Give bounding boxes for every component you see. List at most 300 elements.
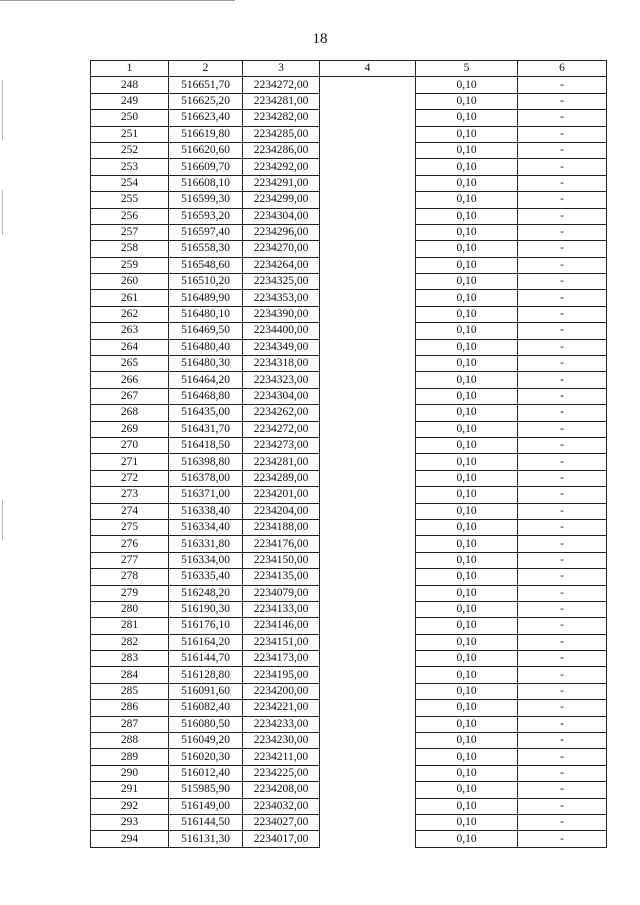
table-row <box>91 159 607 175</box>
y-coordinate-cell: 2234151,00 <box>243 634 320 650</box>
col-4-cell <box>320 175 416 191</box>
point-number-cell: 262 <box>91 306 169 322</box>
y-coordinate-cell: 2234390,00 <box>243 306 320 322</box>
table-row <box>91 552 607 568</box>
col-4-cell <box>320 814 416 830</box>
col-4-cell <box>320 733 416 749</box>
col-4-cell <box>320 716 416 732</box>
table-row <box>91 323 607 339</box>
point-number-cell: 270 <box>91 437 169 453</box>
x-coordinate-cell: 516597,40 <box>169 224 243 240</box>
error-value-cell: 0,10 <box>416 733 518 749</box>
col-6-cell: - <box>518 126 607 142</box>
col-4-cell <box>320 749 416 765</box>
x-coordinate-cell: 516335,40 <box>169 569 243 585</box>
col-4-cell <box>320 388 416 404</box>
error-value-cell: 0,10 <box>416 585 518 601</box>
table-row <box>91 585 607 601</box>
col-6-cell: - <box>518 700 607 716</box>
header-col-2: 2 <box>169 61 243 77</box>
x-coordinate-cell: 516431,70 <box>169 421 243 437</box>
col-6-cell: - <box>518 388 607 404</box>
table-row <box>91 503 607 519</box>
table-row <box>91 519 607 535</box>
col-6-cell: - <box>518 733 607 749</box>
y-coordinate-cell: 2234204,00 <box>243 503 320 519</box>
point-number-cell: 272 <box>91 470 169 486</box>
point-number-cell: 254 <box>91 175 169 191</box>
table-row <box>91 749 607 765</box>
col-4-cell <box>320 241 416 257</box>
x-coordinate-cell: 516435,00 <box>169 405 243 421</box>
header-col-1: 1 <box>91 61 169 77</box>
error-value-cell: 0,10 <box>416 257 518 273</box>
col-4-cell <box>320 192 416 208</box>
y-coordinate-cell: 2234270,00 <box>243 241 320 257</box>
y-coordinate-cell: 2234281,00 <box>243 93 320 109</box>
col-6-cell: - <box>518 618 607 634</box>
x-coordinate-cell: 516608,10 <box>169 175 243 191</box>
point-number-cell: 283 <box>91 651 169 667</box>
col-6-cell: - <box>518 585 607 601</box>
error-value-cell: 0,10 <box>416 618 518 634</box>
header-col-5: 5 <box>416 61 518 77</box>
error-value-cell: 0,10 <box>416 569 518 585</box>
error-value-cell: 0,10 <box>416 683 518 699</box>
table-row <box>91 274 607 290</box>
table-row <box>91 224 607 240</box>
col-6-cell: - <box>518 372 607 388</box>
y-coordinate-cell: 2234233,00 <box>243 716 320 732</box>
y-coordinate-cell: 2234285,00 <box>243 126 320 142</box>
x-coordinate-cell: 516338,40 <box>169 503 243 519</box>
error-value-cell: 0,10 <box>416 470 518 486</box>
col-6-cell: - <box>518 290 607 306</box>
col-4-cell <box>320 126 416 142</box>
table-row <box>91 831 607 847</box>
x-coordinate-cell: 516625,20 <box>169 93 243 109</box>
x-coordinate-cell: 516468,80 <box>169 388 243 404</box>
col-6-cell: - <box>518 519 607 535</box>
point-number-cell: 291 <box>91 782 169 798</box>
y-coordinate-cell: 2234211,00 <box>243 749 320 765</box>
y-coordinate-cell: 2234264,00 <box>243 257 320 273</box>
x-coordinate-cell: 515985,90 <box>169 782 243 798</box>
table-row <box>91 454 607 470</box>
col-4-cell <box>320 519 416 535</box>
error-value-cell: 0,10 <box>416 159 518 175</box>
point-number-cell: 282 <box>91 634 169 650</box>
col-6-cell: - <box>518 274 607 290</box>
col-6-cell: - <box>518 569 607 585</box>
col-4-cell <box>320 421 416 437</box>
table-row <box>91 372 607 388</box>
y-coordinate-cell: 2234349,00 <box>243 339 320 355</box>
table-row <box>91 667 607 683</box>
table-row <box>91 765 607 781</box>
table-row <box>91 487 607 503</box>
error-value-cell: 0,10 <box>416 667 518 683</box>
col-6-cell: - <box>518 470 607 486</box>
col-4-cell <box>320 552 416 568</box>
error-value-cell: 0,10 <box>416 110 518 126</box>
y-coordinate-cell: 2234195,00 <box>243 667 320 683</box>
error-value-cell: 0,10 <box>416 224 518 240</box>
col-6-cell: - <box>518 257 607 273</box>
y-coordinate-cell: 2234292,00 <box>243 159 320 175</box>
col-6-cell: - <box>518 749 607 765</box>
x-coordinate-cell: 516620,60 <box>169 142 243 158</box>
col-6-cell: - <box>518 798 607 814</box>
point-number-cell: 260 <box>91 274 169 290</box>
table-row <box>91 601 607 617</box>
x-coordinate-cell: 516334,40 <box>169 519 243 535</box>
x-coordinate-cell: 516334,00 <box>169 552 243 568</box>
error-value-cell: 0,10 <box>416 306 518 322</box>
table-row <box>91 634 607 650</box>
col-4-cell <box>320 323 416 339</box>
col-4-cell <box>320 306 416 322</box>
x-coordinate-cell: 516510,20 <box>169 274 243 290</box>
header-col-6: 6 <box>518 61 607 77</box>
y-coordinate-cell: 2234282,00 <box>243 110 320 126</box>
error-value-cell: 0,10 <box>416 77 518 93</box>
y-coordinate-cell: 2234299,00 <box>243 192 320 208</box>
point-number-cell: 248 <box>91 77 169 93</box>
error-value-cell: 0,10 <box>416 388 518 404</box>
point-number-cell: 266 <box>91 372 169 388</box>
table-row <box>91 339 607 355</box>
col-6-cell: - <box>518 142 607 158</box>
error-value-cell: 0,10 <box>416 782 518 798</box>
table-row <box>91 814 607 830</box>
header-col-3: 3 <box>243 61 320 77</box>
col-4-cell <box>320 224 416 240</box>
point-number-cell: 253 <box>91 159 169 175</box>
x-coordinate-cell: 516020,30 <box>169 749 243 765</box>
coordinates-table <box>90 60 607 848</box>
col-4-cell <box>320 454 416 470</box>
error-value-cell: 0,10 <box>416 274 518 290</box>
error-value-cell: 0,10 <box>416 634 518 650</box>
y-coordinate-cell: 2234273,00 <box>243 437 320 453</box>
col-4-cell <box>320 700 416 716</box>
col-6-cell: - <box>518 159 607 175</box>
table-row <box>91 77 607 93</box>
error-value-cell: 0,10 <box>416 339 518 355</box>
col-4-cell <box>320 798 416 814</box>
x-coordinate-cell: 516149,00 <box>169 798 243 814</box>
col-6-cell: - <box>518 683 607 699</box>
x-coordinate-cell: 516012,40 <box>169 765 243 781</box>
point-number-cell: 271 <box>91 454 169 470</box>
table-body <box>91 77 607 847</box>
y-coordinate-cell: 2234400,00 <box>243 323 320 339</box>
top-rule <box>0 0 235 1</box>
y-coordinate-cell: 2234230,00 <box>243 733 320 749</box>
point-number-cell: 290 <box>91 765 169 781</box>
x-coordinate-cell: 516619,80 <box>169 126 243 142</box>
table-row <box>91 192 607 208</box>
col-6-cell: - <box>518 765 607 781</box>
col-4-cell <box>320 765 416 781</box>
x-coordinate-cell: 516480,30 <box>169 356 243 372</box>
y-coordinate-cell: 2234150,00 <box>243 552 320 568</box>
col-4-cell <box>320 339 416 355</box>
table-row <box>91 356 607 372</box>
y-coordinate-cell: 2234032,00 <box>243 798 320 814</box>
point-number-cell: 269 <box>91 421 169 437</box>
table-row <box>91 782 607 798</box>
table-row <box>91 651 607 667</box>
x-coordinate-cell: 516418,50 <box>169 437 243 453</box>
x-coordinate-cell: 516489,90 <box>169 290 243 306</box>
y-coordinate-cell: 2234027,00 <box>243 814 320 830</box>
col-4-cell <box>320 93 416 109</box>
y-coordinate-cell: 2234208,00 <box>243 782 320 798</box>
page-number: 18 <box>312 31 328 47</box>
col-6-cell: - <box>518 552 607 568</box>
table-row <box>91 700 607 716</box>
x-coordinate-cell: 516623,40 <box>169 110 243 126</box>
col-4-cell <box>320 274 416 290</box>
x-coordinate-cell: 516480,10 <box>169 306 243 322</box>
col-6-cell: - <box>518 356 607 372</box>
x-coordinate-cell: 516190,30 <box>169 601 243 617</box>
x-coordinate-cell: 516593,20 <box>169 208 243 224</box>
col-4-cell <box>320 257 416 273</box>
col-4-cell <box>320 437 416 453</box>
col-6-cell: - <box>518 454 607 470</box>
col-6-cell: - <box>518 651 607 667</box>
table-row <box>91 306 607 322</box>
table-row <box>91 208 607 224</box>
table-row <box>91 569 607 585</box>
y-coordinate-cell: 2234323,00 <box>243 372 320 388</box>
error-value-cell: 0,10 <box>416 716 518 732</box>
x-coordinate-cell: 516469,50 <box>169 323 243 339</box>
x-coordinate-cell: 516609,70 <box>169 159 243 175</box>
y-coordinate-cell: 2234296,00 <box>243 224 320 240</box>
error-value-cell: 0,10 <box>416 93 518 109</box>
error-value-cell: 0,10 <box>416 175 518 191</box>
y-coordinate-cell: 2234262,00 <box>243 405 320 421</box>
point-number-cell: 292 <box>91 798 169 814</box>
x-coordinate-cell: 516464,20 <box>169 372 243 388</box>
col-6-cell: - <box>518 716 607 732</box>
table-row <box>91 683 607 699</box>
col-4-cell <box>320 77 416 93</box>
error-value-cell: 0,10 <box>416 552 518 568</box>
point-number-cell: 277 <box>91 552 169 568</box>
table-row <box>91 733 607 749</box>
point-number-cell: 284 <box>91 667 169 683</box>
col-4-cell <box>320 290 416 306</box>
x-coordinate-cell: 516599,30 <box>169 192 243 208</box>
y-coordinate-cell: 2234286,00 <box>243 142 320 158</box>
point-number-cell: 287 <box>91 716 169 732</box>
col-6-cell: - <box>518 224 607 240</box>
point-number-cell: 281 <box>91 618 169 634</box>
error-value-cell: 0,10 <box>416 437 518 453</box>
table-row <box>91 126 607 142</box>
point-number-cell: 280 <box>91 601 169 617</box>
y-coordinate-cell: 2234304,00 <box>243 208 320 224</box>
y-coordinate-cell: 2234135,00 <box>243 569 320 585</box>
col-4-cell <box>320 618 416 634</box>
table-row <box>91 257 607 273</box>
point-number-cell: 289 <box>91 749 169 765</box>
x-coordinate-cell: 516548,60 <box>169 257 243 273</box>
margin-mark <box>2 500 3 540</box>
col-4-cell <box>320 585 416 601</box>
error-value-cell: 0,10 <box>416 519 518 535</box>
point-number-cell: 258 <box>91 241 169 257</box>
table-row <box>91 388 607 404</box>
x-coordinate-cell: 516049,20 <box>169 733 243 749</box>
point-number-cell: 275 <box>91 519 169 535</box>
point-number-cell: 293 <box>91 814 169 830</box>
error-value-cell: 0,10 <box>416 356 518 372</box>
col-6-cell: - <box>518 175 607 191</box>
col-4-cell <box>320 142 416 158</box>
x-coordinate-cell: 516131,30 <box>169 831 243 847</box>
point-number-cell: 265 <box>91 356 169 372</box>
y-coordinate-cell: 2234017,00 <box>243 831 320 847</box>
col-4-cell <box>320 372 416 388</box>
error-value-cell: 0,10 <box>416 126 518 142</box>
col-4-cell <box>320 356 416 372</box>
x-coordinate-cell: 516398,80 <box>169 454 243 470</box>
y-coordinate-cell: 2234281,00 <box>243 454 320 470</box>
col-4-cell <box>320 634 416 650</box>
error-value-cell: 0,10 <box>416 503 518 519</box>
table-row <box>91 798 607 814</box>
y-coordinate-cell: 2234353,00 <box>243 290 320 306</box>
y-coordinate-cell: 2234272,00 <box>243 421 320 437</box>
x-coordinate-cell: 516164,20 <box>169 634 243 650</box>
col-6-cell: - <box>518 93 607 109</box>
y-coordinate-cell: 2234188,00 <box>243 519 320 535</box>
point-number-cell: 255 <box>91 192 169 208</box>
table-row <box>91 716 607 732</box>
point-number-cell: 294 <box>91 831 169 847</box>
error-value-cell: 0,10 <box>416 601 518 617</box>
x-coordinate-cell: 516331,80 <box>169 536 243 552</box>
col-6-cell: - <box>518 814 607 830</box>
table-row <box>91 110 607 126</box>
error-value-cell: 0,10 <box>416 323 518 339</box>
margin-mark <box>2 80 3 140</box>
point-number-cell: 276 <box>91 536 169 552</box>
error-value-cell: 0,10 <box>416 142 518 158</box>
error-value-cell: 0,10 <box>416 421 518 437</box>
y-coordinate-cell: 2234291,00 <box>243 175 320 191</box>
table-row <box>91 437 607 453</box>
col-4-cell <box>320 159 416 175</box>
table-row <box>91 618 607 634</box>
error-value-cell: 0,10 <box>416 241 518 257</box>
point-number-cell: 264 <box>91 339 169 355</box>
col-6-cell: - <box>518 601 607 617</box>
x-coordinate-cell: 516558,30 <box>169 241 243 257</box>
x-coordinate-cell: 516144,70 <box>169 651 243 667</box>
point-number-cell: 257 <box>91 224 169 240</box>
x-coordinate-cell: 516144,50 <box>169 814 243 830</box>
error-value-cell: 0,10 <box>416 651 518 667</box>
x-coordinate-cell: 516091,60 <box>169 683 243 699</box>
error-value-cell: 0,10 <box>416 536 518 552</box>
table-row <box>91 536 607 552</box>
table-row <box>91 241 607 257</box>
x-coordinate-cell: 516371,00 <box>169 487 243 503</box>
col-4-cell <box>320 782 416 798</box>
point-number-cell: 267 <box>91 388 169 404</box>
point-number-cell: 274 <box>91 503 169 519</box>
table-row <box>91 405 607 421</box>
point-number-cell: 263 <box>91 323 169 339</box>
error-value-cell: 0,10 <box>416 405 518 421</box>
y-coordinate-cell: 2234200,00 <box>243 683 320 699</box>
col-6-cell: - <box>518 831 607 847</box>
table-row <box>91 142 607 158</box>
col-6-cell: - <box>518 405 607 421</box>
y-coordinate-cell: 2234304,00 <box>243 388 320 404</box>
col-4-cell <box>320 569 416 585</box>
col-4-cell <box>320 831 416 847</box>
col-6-cell: - <box>518 306 607 322</box>
error-value-cell: 0,10 <box>416 798 518 814</box>
col-4-cell <box>320 651 416 667</box>
col-4-cell <box>320 503 416 519</box>
table-row <box>91 290 607 306</box>
error-value-cell: 0,10 <box>416 765 518 781</box>
x-coordinate-cell: 516176,10 <box>169 618 243 634</box>
col-6-cell: - <box>518 339 607 355</box>
y-coordinate-cell: 2234272,00 <box>243 77 320 93</box>
col-4-cell <box>320 110 416 126</box>
error-value-cell: 0,10 <box>416 454 518 470</box>
col-6-cell: - <box>518 208 607 224</box>
point-number-cell: 252 <box>91 142 169 158</box>
error-value-cell: 0,10 <box>416 290 518 306</box>
col-4-cell <box>320 470 416 486</box>
col-4-cell <box>320 683 416 699</box>
error-value-cell: 0,10 <box>416 814 518 830</box>
col-6-cell: - <box>518 503 607 519</box>
error-value-cell: 0,10 <box>416 749 518 765</box>
point-number-cell: 285 <box>91 683 169 699</box>
col-4-cell <box>320 487 416 503</box>
margin-mark <box>2 190 3 235</box>
y-coordinate-cell: 2234221,00 <box>243 700 320 716</box>
error-value-cell: 0,10 <box>416 700 518 716</box>
y-coordinate-cell: 2234176,00 <box>243 536 320 552</box>
col-4-cell <box>320 405 416 421</box>
col-4-cell <box>320 536 416 552</box>
error-value-cell: 0,10 <box>416 208 518 224</box>
point-number-cell: 261 <box>91 290 169 306</box>
col-4-cell <box>320 667 416 683</box>
x-coordinate-cell: 516080,50 <box>169 716 243 732</box>
table-row <box>91 175 607 191</box>
point-number-cell: 279 <box>91 585 169 601</box>
col-6-cell: - <box>518 667 607 683</box>
header-col-4: 4 <box>320 61 416 77</box>
col-6-cell: - <box>518 421 607 437</box>
error-value-cell: 0,10 <box>416 372 518 388</box>
table-row <box>91 470 607 486</box>
